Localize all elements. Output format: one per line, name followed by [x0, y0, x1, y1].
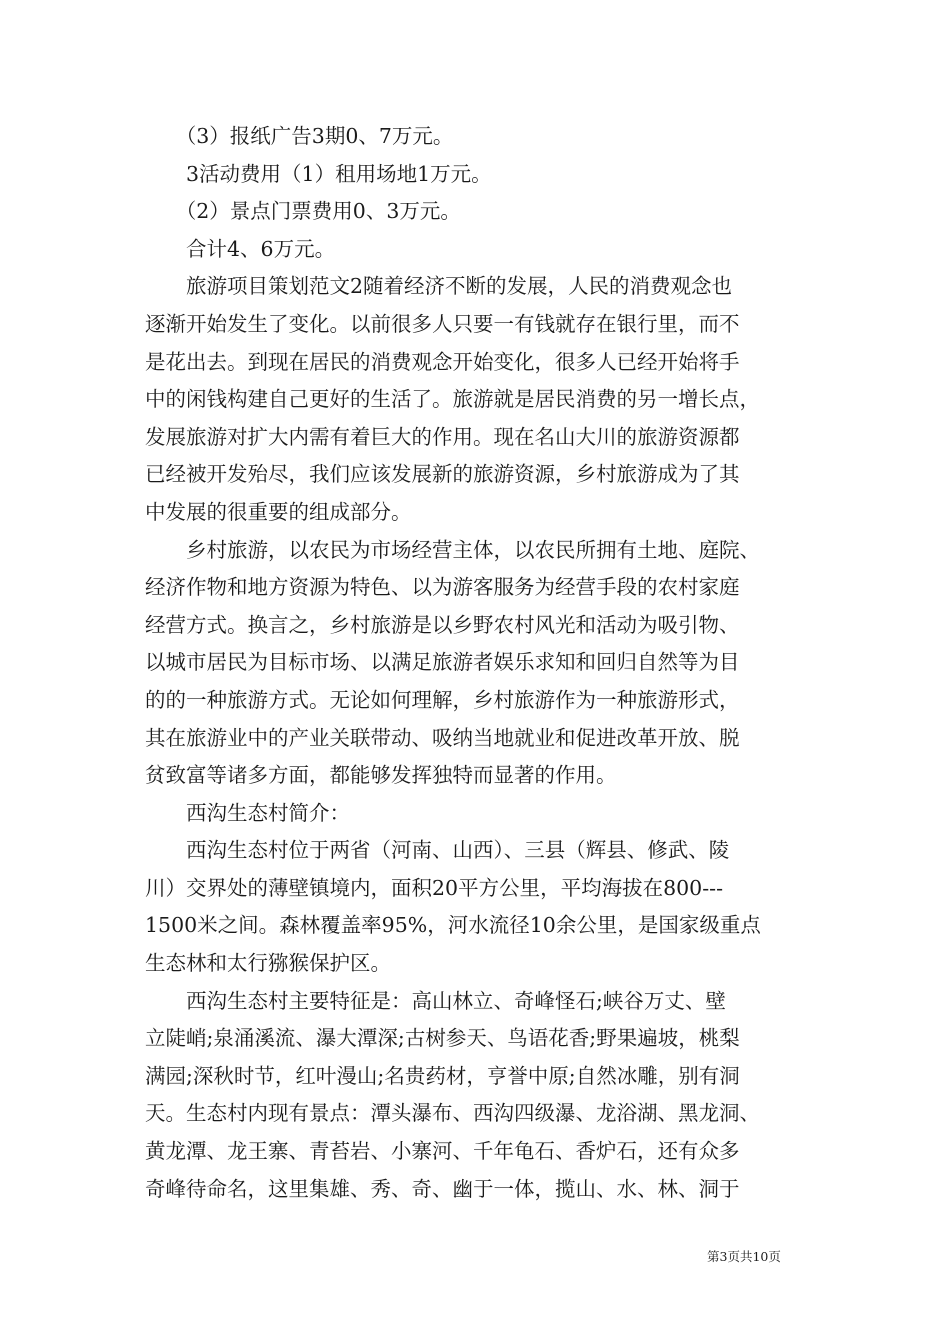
text-line: 旅游项目策划范文2随着经济不断的发展，人民的消费观念也	[145, 274, 733, 299]
text-line: 经营方式。换言之，乡村旅游是以乡野农村风光和活动为吸引物、	[145, 612, 740, 637]
text-line: 1500米之间。森林覆盖率95%，河水流径10余公里，是国家级重点	[145, 913, 761, 938]
text-line: 合计4、6万元。	[145, 236, 336, 261]
text-line: 川）交界处的薄壁镇境内，面积20平方公里，平均海拔在800---	[145, 875, 723, 900]
text-line: （3）报纸广告3期0、7万元。	[145, 124, 454, 148]
text-line: 西沟生态村简介：	[145, 800, 350, 825]
text-line: 的的一种旅游方式。无论如何理解，乡村旅游作为一种旅游形式，	[145, 687, 740, 712]
text-line: 以城市居民为目标市场、以满足旅游者娱乐求知和回归自然等为目	[145, 650, 740, 675]
text-line: 乡村旅游，以农民为市场经营主体，以农民所拥有土地、庭院、	[145, 537, 760, 562]
text-line: 西沟生态村主要特征是：高山林立、奇峰怪石;峡谷万丈、壁	[145, 988, 726, 1013]
text-line: 天。生态村内现有景点：潭头瀑布、西沟四级瀑、龙浴湖、黑龙洞、	[145, 1101, 760, 1126]
text-line: 3活动费用（1）租用场地1万元。	[145, 161, 492, 186]
text-line: 黄龙潭、龙王寨、青苔岩、小寨河、千年龟石、香炉石，还有众多	[145, 1139, 740, 1164]
text-line: 已经被开发殆尽，我们应该发展新的旅游资源，乡村旅游成为了其	[145, 462, 740, 487]
page-number: 第3页共10页	[707, 1249, 781, 1264]
document-body	[145, 118, 810, 1208]
text-line: 立陡峭;泉涌溪流、瀑大潭深;古树参天、鸟语花香;野果遍坡，桃梨	[145, 1026, 740, 1051]
text-line: 满园;深秋时节，红叶漫山;名贵药材，亨誉中原;自然冰雕，别有洞	[145, 1063, 740, 1088]
text-line: 其在旅游业中的产业关联带动、吸纳当地就业和促进改革开放、脱	[145, 725, 740, 750]
text-line: 是花出去。到现在居民的消费观念开始变化，很多人已经开始将手	[145, 349, 740, 374]
text-line: 奇峰待命名，这里集雄、秀、奇、幽于一体，揽山、水、林、洞于	[145, 1176, 740, 1201]
text-line: 生态林和太行猕猴保护区。	[145, 951, 391, 976]
text-line: 贫致富等诸多方面，都能够发挥独特而显著的作用。	[145, 763, 617, 788]
text-line: 中发展的很重要的组成部分。	[145, 499, 412, 524]
text-line: 中的闲钱构建自己更好的生活了。旅游就是居民消费的另一增长点，	[145, 387, 760, 412]
text-line: （2）景点门票费用0、3万元。	[145, 199, 461, 224]
text-line: 发展旅游对扩大内需有着巨大的作用。现在名山大川的旅游资源都	[145, 424, 740, 449]
text-line: 逐渐开始发生了变化。以前很多人只要一有钱就存在银行里，而不	[145, 311, 740, 336]
text-line: 西沟生态村位于两省（河南、山西）、三县（辉县、修武、陵	[145, 838, 730, 863]
text-line: 经济作物和地方资源为特色、以为游客服务为经营手段的农村家庭	[145, 575, 740, 600]
